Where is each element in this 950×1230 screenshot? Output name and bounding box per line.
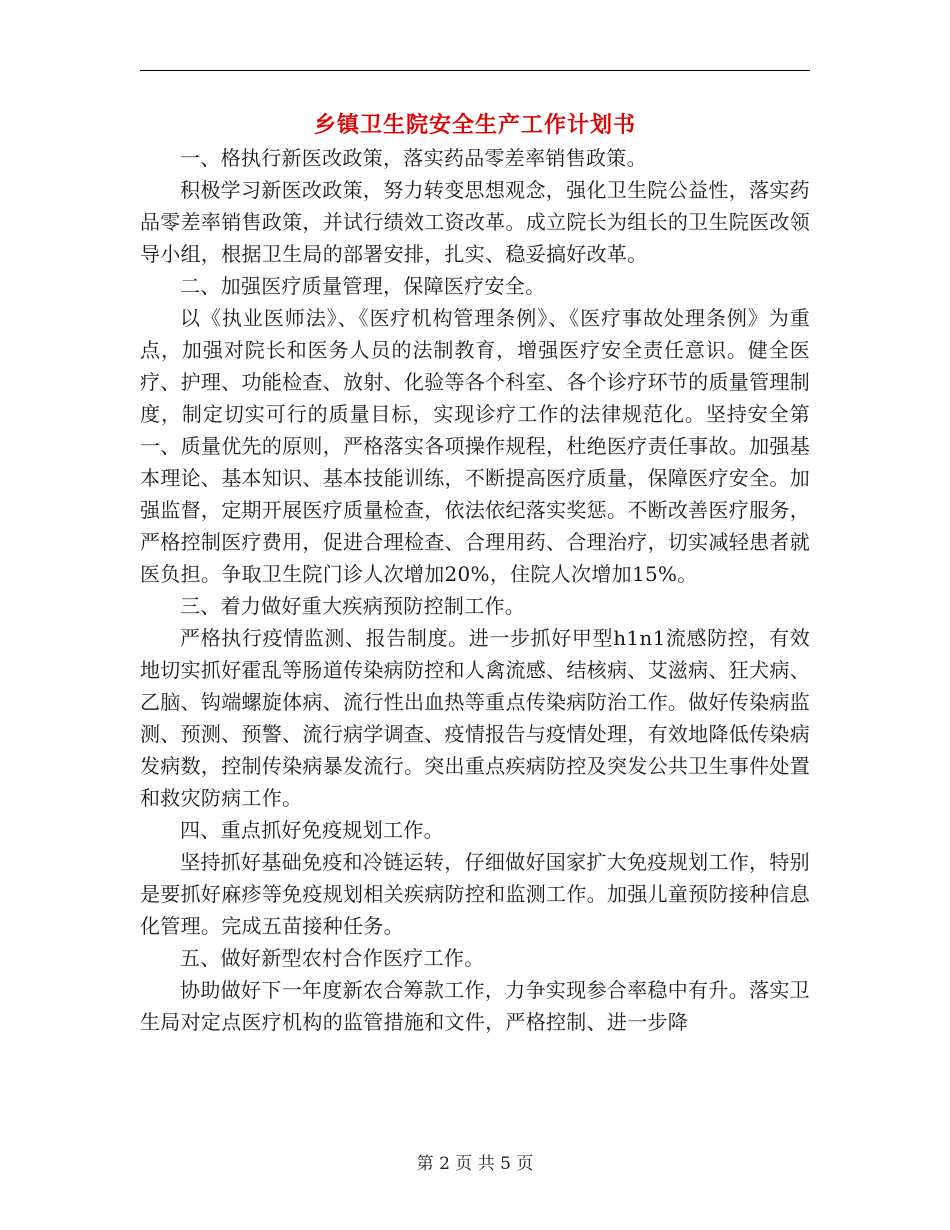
section-heading-1: 一、格执行新医改政策，落实药品零差率销售政策。: [180, 146, 647, 170]
paragraph-1: 积极学习新医改政策，努力转变思想观念，强化卫生院公益性，落实药品零差率销售政策，并试行绩效工资改革。成立院长为组长的卫生院医改领导小组，根据卫生局的部署安排，扎实、稳妥搞好改革。: [140, 178, 810, 266]
section-heading-3: 三、着力做好重大疾病预防控制工作。: [180, 594, 526, 618]
paragraph-2: 以《执业医师法》、《医疗机构管理条例》、《医疗事故处理条例》为重点，加强对院长和医务人员的法制教育，增强医疗安全责任意识。健全医疗、护理、功能检查、放射、化验等各个科室、各个诊疗环节的质量管理制度，制定切实可行的质量目标，实现诊疗工作的法律规范化。坚持安全第一、质量优先的原则，严格落实各项操作规程，杜绝医疗责任事故。加强基本理论、基本知识、基本技能训练，不断提高医疗质量，保障医疗安全。加强监督，定期开展医疗质量检查，依法依纪落实奖惩。不断改善医疗服务，严格控制医疗费用，促进合理检查、合理用药、合理治疗，切实减轻患者就医负担。争取卫生院门诊人次增加20%，住院人次增加15%。: [140, 306, 810, 586]
header-rule: [140, 70, 810, 71]
document-body: [140, 142, 810, 1038]
paragraph-4: 坚持抓好基础免疫和冷链运转，仔细做好国家扩大免疫规划工作，特别是要抓好麻疹等免疫规划相关疾病防控和监测工作。加强儿童预防接种信息化管理。完成五苗接种任务。: [140, 850, 810, 938]
paragraph-5: 协助做好下一年度新农合筹款工作，力争实现参合率稳中有升。落实卫生局对定点医疗机构的监管措施和文件，严格控制、进一步降: [140, 978, 810, 1034]
page-number: 第 2 页 共 5 页: [416, 1154, 534, 1174]
document-title: 乡镇卫生院安全生产工作计划书: [313, 112, 636, 138]
section-heading-4: 四、重点抓好免疫规划工作。: [180, 818, 444, 842]
section-heading-5: 五、做好新型农村合作医疗工作。: [180, 946, 485, 970]
section-heading-2: 二、加强医疗质量管理，保障医疗安全。: [180, 274, 546, 298]
paragraph-3: 严格执行疫情监测、报告制度。进一步抓好甲型h1n1流感防控，有效地切实抓好霍乱等肠道传染病防控和人禽流感、结核病、艾滋病、狂犬病、乙脑、钩端螺旋体病、流行性出血热等重点传染病防治工作。做好传染病监测、预测、预警、流行病学调查、疫情报告与疫情处理，有效地降低传染病发病数，控制传染病暴发流行。突出重点疾病防控及突发公共卫生事件处置和救灾防病工作。: [140, 626, 810, 810]
